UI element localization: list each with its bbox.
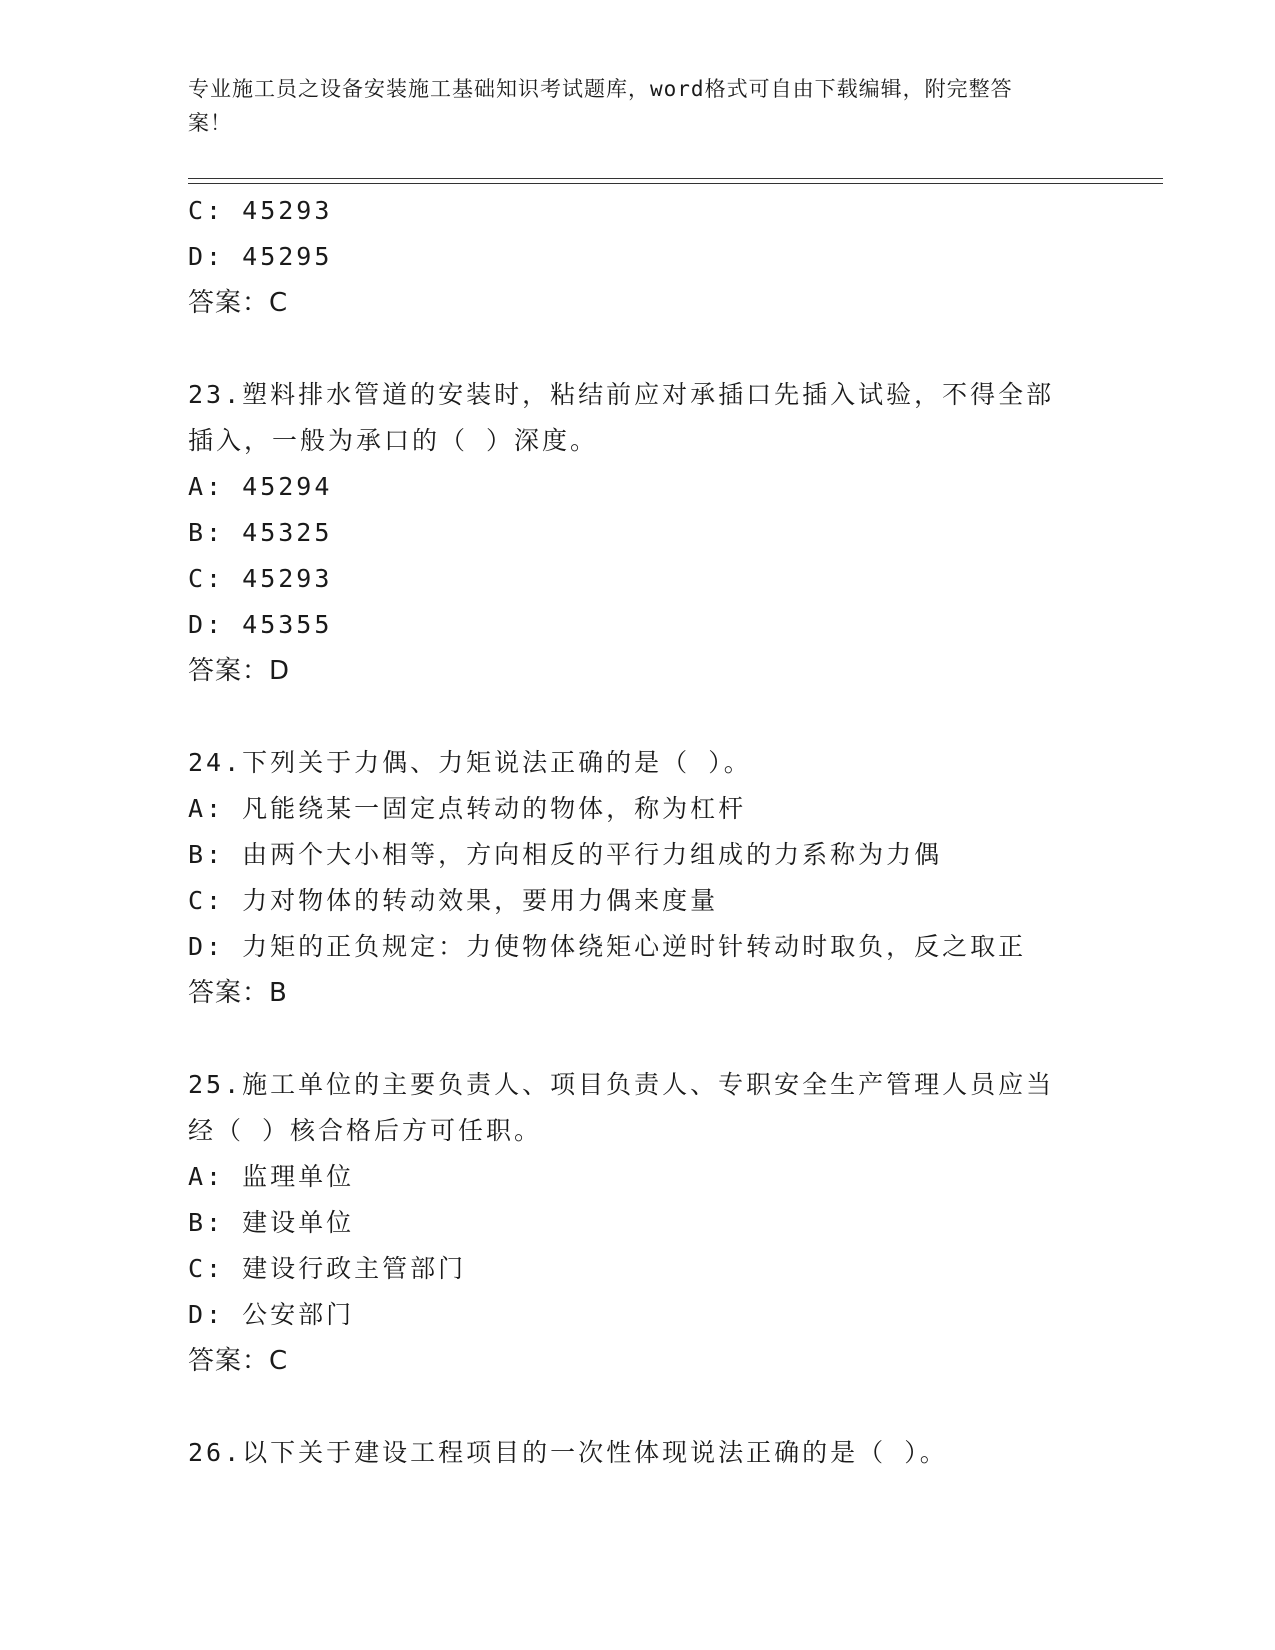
option-c: C: 建设行政主管部门 (188, 1254, 467, 1283)
question-text: 24.下列关于力偶、力矩说法正确的是（ ）。 (188, 748, 752, 777)
option-c: C: 45293 (188, 564, 333, 593)
question-24 (188, 740, 1088, 1016)
document-header: 专业施工员之设备安装施工基础知识考试题库，word格式可自由下载编辑，附完整答案！ (188, 77, 1013, 135)
spacer (188, 694, 1088, 740)
question-text-cont: 经（ ）核合格后方可任职。 (188, 1116, 543, 1145)
option-d: D: 45355 (188, 610, 333, 639)
answer-line: 答案：C (188, 1346, 289, 1376)
spacer (188, 326, 1088, 372)
question-text: 26.以下关于建设工程项目的一次性体现说法正确的是（ ）。 (188, 1438, 948, 1467)
question-25 (188, 1062, 1088, 1384)
question-text-cont: 插入，一般为承口的（ ）深度。 (188, 426, 599, 455)
option-b: B: 45325 (188, 518, 333, 547)
question-list (188, 188, 1088, 1476)
question-text: 25.施工单位的主要负责人、项目负责人、专职安全生产管理人员应当 (188, 1070, 1055, 1099)
option-c: C: 45293 (188, 196, 333, 225)
option-d: D: 45295 (188, 242, 333, 271)
previous-question-tail (188, 188, 1088, 326)
option-c: C: 力对物体的转动效果，要用力偶来度量 (188, 886, 719, 915)
option-d: D: 公安部门 (188, 1300, 355, 1329)
spacer (188, 1016, 1088, 1062)
option-b: B: 建设单位 (188, 1208, 355, 1237)
header-divider (188, 178, 1163, 179)
question-26 (188, 1430, 1088, 1476)
option-a: A: 监理单位 (188, 1162, 355, 1191)
spacer (188, 1384, 1088, 1430)
answer-line: 答案：D (188, 656, 291, 686)
question-text: 23.塑料排水管道的安装时，粘结前应对承插口先插入试验，不得全部 (188, 380, 1055, 409)
header-divider-second (188, 183, 1163, 184)
option-a: A: 凡能绕某一固定点转动的物体，称为杠杆 (188, 794, 747, 823)
answer-line: 答案：B (188, 978, 288, 1008)
answer-line: 答案：C (188, 288, 289, 318)
question-23 (188, 372, 1088, 694)
option-b: B: 由两个大小相等，方向相反的平行力组成的力系称为力偶 (188, 840, 943, 869)
option-d: D: 力矩的正负规定：力使物体绕矩心逆时针转动时取负，反之取正 (188, 932, 1027, 961)
option-a: A: 45294 (188, 472, 333, 501)
